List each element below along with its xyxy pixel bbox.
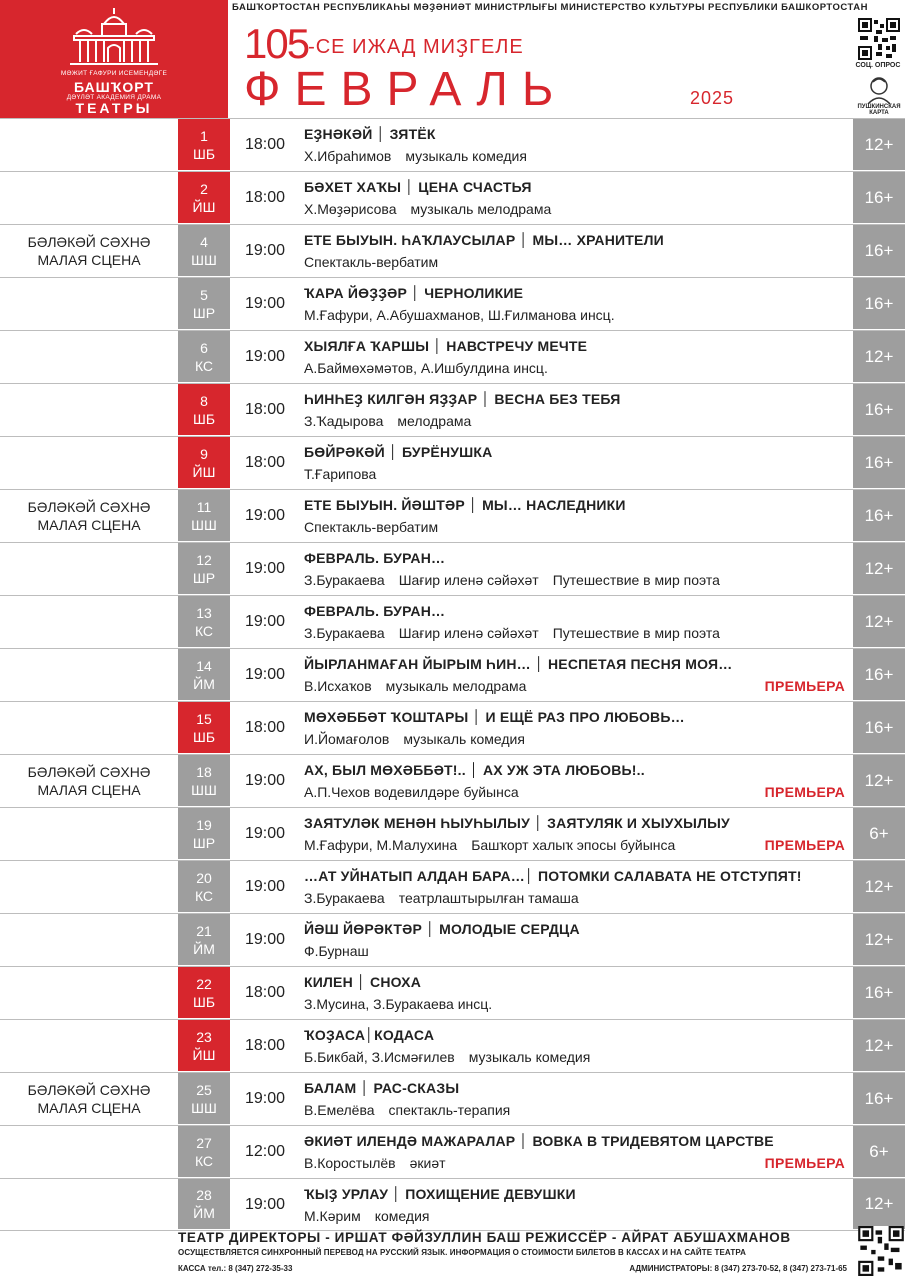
performance-details bbox=[304, 1049, 849, 1065]
performance-info: Путешествие в мир поэта bbox=[552, 625, 720, 641]
age-rating: 16+ bbox=[853, 384, 905, 436]
performance-info: театрлаштырылған тамаша bbox=[398, 890, 579, 906]
weekday-abbr: КС bbox=[194, 1152, 214, 1169]
weekday-abbr: ШБ bbox=[192, 728, 216, 745]
performance-info: Б.Бикбай, З.Исмәғилев bbox=[304, 1049, 455, 1065]
show-time: 19:00 bbox=[244, 242, 286, 259]
schedule-row bbox=[0, 1125, 905, 1178]
venue-cell bbox=[0, 596, 178, 648]
weekday-abbr: ШР bbox=[192, 834, 216, 851]
show-time: 19:00 bbox=[244, 931, 286, 948]
weekday-abbr: ЙШ bbox=[192, 198, 216, 215]
date-cell bbox=[178, 225, 230, 277]
age-rating: 6+ bbox=[853, 1126, 905, 1178]
venue-cell bbox=[0, 119, 178, 171]
show-time: 19:00 bbox=[244, 295, 286, 312]
show-time: 19:00 bbox=[244, 825, 286, 842]
venue-cell bbox=[0, 331, 178, 383]
weekday-abbr: ШБ bbox=[192, 410, 216, 427]
date-cell bbox=[178, 384, 230, 436]
year-label: 2025 bbox=[690, 88, 735, 108]
show-time: 18:00 bbox=[244, 454, 286, 471]
performance-title: …АТ УЙНАТЫП АЛДАН БАРА…│ ПОТОМКИ САЛАВАТА НЕ ОТСТУПЯТ! bbox=[304, 868, 802, 884]
schedule-row bbox=[0, 701, 905, 754]
weekday-abbr: ШШ bbox=[191, 781, 217, 798]
performance-info: Шағир иленә сәйәхәт bbox=[398, 625, 539, 641]
performance-info: М.Ғафури, А.Абушахманов, Ш.Ғилманова инсц. bbox=[304, 307, 615, 323]
date-cell bbox=[178, 861, 230, 913]
day-number: 20 bbox=[196, 869, 212, 886]
day-number: 27 bbox=[196, 1134, 212, 1151]
performance-title: ХЫЯЛҒА ҠАРШЫ │ НАВСТРЕЧУ МЕЧТЕ bbox=[304, 338, 588, 354]
show-time: 19:00 bbox=[244, 772, 286, 789]
venue-cell bbox=[0, 702, 178, 754]
venue-cell bbox=[0, 490, 178, 542]
day-number: 18 bbox=[196, 763, 212, 780]
performance-details bbox=[304, 307, 849, 323]
performance-info: З.Буракаева bbox=[304, 625, 385, 641]
show-time: 19:00 bbox=[244, 507, 286, 524]
performance-info: М.Кәрим bbox=[304, 1208, 361, 1224]
weekday-abbr: ШБ bbox=[192, 993, 216, 1010]
anniversary-number: 105 bbox=[244, 20, 309, 67]
schedule-row bbox=[0, 489, 905, 542]
logo-name: БАШҠОРТ bbox=[74, 79, 154, 95]
day-number: 22 bbox=[196, 975, 212, 992]
performance-details bbox=[304, 943, 849, 959]
performance-title: АХ, БЫЛ МӨХӘББӘТ!.. │ АХ УЖ ЭТА ЛЮБОВЬ!.. bbox=[304, 762, 645, 778]
performance-details bbox=[304, 1208, 849, 1224]
date-cell bbox=[178, 967, 230, 1019]
venue-cell bbox=[0, 172, 178, 224]
weekday-abbr: КС bbox=[194, 887, 214, 904]
age-rating: 12+ bbox=[853, 914, 905, 966]
performance-info: мелодрама bbox=[397, 413, 472, 429]
performance-title: БӨЙРӘКӘЙ │ БУРЁНУШКА bbox=[304, 444, 493, 460]
performance-title: МӨХӘББӘТ ҠОШТАРЫ │ И ЕЩЁ РАЗ ПРО ЛЮБОВЬ… bbox=[304, 709, 685, 725]
premiere-badge: ПРЕМЬЕРА bbox=[764, 784, 845, 800]
day-number: 11 bbox=[196, 498, 212, 515]
schedule-row bbox=[0, 595, 905, 648]
venue-cell bbox=[0, 649, 178, 701]
weekday-abbr: ШР bbox=[192, 304, 216, 321]
show-time: 19:00 bbox=[244, 1195, 286, 1213]
venue-cell bbox=[0, 384, 178, 436]
schedule-row bbox=[0, 224, 905, 277]
performance-info: Х.Ибраһимов bbox=[304, 148, 392, 164]
date-cell bbox=[178, 702, 230, 754]
show-time: 18:00 bbox=[244, 984, 286, 1001]
venue-cell bbox=[0, 1179, 178, 1230]
schedule-row bbox=[0, 648, 905, 701]
survey-qr-caption: СОЦ. ОПРОС bbox=[855, 62, 901, 69]
day-number: 9 bbox=[200, 445, 208, 462]
schedule-row bbox=[0, 966, 905, 1019]
age-rating: 12+ bbox=[853, 1179, 905, 1230]
performance-details bbox=[304, 996, 849, 1012]
date-cell bbox=[178, 1179, 230, 1230]
day-number: 13 bbox=[196, 604, 212, 621]
weekday-abbr: ЙМ bbox=[193, 940, 215, 957]
performance-info: музыкаль комедия bbox=[405, 148, 527, 164]
performance-title: ҠАРА ЙӨҘҘӘР │ ЧЕРНОЛИКИЕ bbox=[304, 285, 524, 301]
show-time: 19:00 bbox=[244, 1090, 286, 1107]
show-time: 18:00 bbox=[244, 189, 286, 206]
schedule-row bbox=[0, 913, 905, 966]
performance-info: музыкаль комедия bbox=[403, 731, 525, 747]
survey-qr-icon[interactable] bbox=[858, 18, 900, 60]
performance-info: спектакль-терапия bbox=[388, 1102, 511, 1118]
date-cell bbox=[178, 1073, 230, 1125]
directors-line: ТЕАТР ДИРЕКТОРЫ - ИРШАТ ФӘЙЗУЛЛИН БАШ РЕЖИССЁР - АЙРАТ АБУШАХМАНОВ bbox=[178, 1230, 791, 1245]
weekday-abbr: КС bbox=[194, 357, 214, 374]
weekday-abbr: ШШ bbox=[191, 251, 217, 268]
schedule-row bbox=[0, 860, 905, 913]
performance-info: Спектакль-вербатим bbox=[304, 519, 439, 535]
performance-info: Т.Ғарипова bbox=[304, 466, 377, 482]
age-rating: 12+ bbox=[853, 755, 905, 807]
weekday-abbr: ЙМ bbox=[193, 675, 215, 692]
performance-title: ЕТЕ БЫУЫН. ҺАҠЛАУСЫЛАР │ МЫ… ХРАНИТЕЛИ bbox=[304, 232, 664, 248]
venue-cell bbox=[0, 437, 178, 489]
age-rating: 6+ bbox=[853, 808, 905, 860]
performance-info: И.Йомағолов bbox=[304, 731, 390, 747]
age-rating: 16+ bbox=[853, 278, 905, 330]
performance-title: БАЛАМ │ РАС-СКАЗЫ bbox=[304, 1080, 460, 1096]
show-time: 18:00 bbox=[244, 1037, 286, 1054]
venue-name-ba: БӘЛӘКӘЙ СӘХНӘ bbox=[27, 499, 151, 515]
logo-subtitle-2: ДӘҮЛӘТ АКАДЕМИЯ ДРАМА bbox=[66, 94, 162, 101]
logo-subtitle: МӘЖИТ ҒАФУРИ ИСЕМЕНДӘГЕ bbox=[60, 70, 168, 77]
day-number: 1 bbox=[200, 127, 208, 144]
anniversary-text: -СЕ ИЖАД МИҘГЕЛЕ bbox=[308, 36, 524, 58]
age-rating: 16+ bbox=[853, 437, 905, 489]
performance-title: ФЕВРАЛЬ. БУРАН… bbox=[304, 550, 446, 566]
performance-info: М.Ғафури, М.Малухина bbox=[304, 837, 458, 853]
weekday-abbr: ШШ bbox=[191, 1099, 217, 1116]
age-rating: 12+ bbox=[853, 331, 905, 383]
schedule-row bbox=[0, 1072, 905, 1125]
pushkin-card-label: ПУШКИНСКАЯ КАРТА bbox=[857, 104, 901, 116]
venue-cell bbox=[0, 861, 178, 913]
schedule-row bbox=[0, 436, 905, 489]
box-office-phone: КАССА тел.: 8 (347) 272-35-33 bbox=[178, 1264, 293, 1273]
ministry-header: БАШҠОРТОСТАН РЕСПУБЛИКАҺЫ МӘҘӘНИӘТ МИНИСТРЛЫҒЫ МИНИСТЕРСТВО КУЛЬТУРЫ РЕСПУБЛИКИ БАШКОРТОСТАН bbox=[232, 2, 868, 13]
schedule-row bbox=[0, 807, 905, 860]
website-qr-icon[interactable] bbox=[858, 1226, 904, 1276]
date-cell bbox=[178, 119, 230, 171]
weekday-abbr: ШР bbox=[192, 569, 216, 586]
date-cell bbox=[178, 649, 230, 701]
venue-name-ba: БӘЛӘКӘЙ СӘХНӘ bbox=[27, 764, 151, 780]
schedule-row bbox=[0, 171, 905, 224]
performance-details bbox=[304, 254, 849, 270]
performance-info: В.Коростылёв bbox=[304, 1155, 396, 1171]
age-rating: 16+ bbox=[853, 967, 905, 1019]
performance-info: А.Баймөхәмәтов, А.Ишбулдина инсц. bbox=[304, 360, 548, 376]
day-number: 15 bbox=[196, 710, 212, 727]
show-time: 19:00 bbox=[244, 666, 286, 683]
venue-name-ba: БӘЛӘКӘЙ СӘХНӘ bbox=[27, 234, 151, 250]
schedule-row bbox=[0, 754, 905, 807]
performance-info: музыкаль мелодрама bbox=[385, 678, 527, 694]
schedule-row bbox=[0, 330, 905, 383]
day-number: 5 bbox=[200, 286, 208, 303]
performance-info: музыкаль комедия bbox=[468, 1049, 591, 1065]
performance-title: ЙЫРЛАНМАҒАН ЙЫРЫМ ҺИН… │ НЕСПЕТАЯ ПЕСНЯ МОЯ… bbox=[304, 656, 733, 672]
schedule-row bbox=[0, 118, 905, 171]
day-number: 23 bbox=[196, 1028, 212, 1045]
venue-cell bbox=[0, 278, 178, 330]
date-cell bbox=[178, 490, 230, 542]
date-cell bbox=[178, 808, 230, 860]
theatre-building-icon bbox=[66, 6, 162, 68]
venue-cell bbox=[0, 755, 178, 807]
performance-details bbox=[304, 201, 849, 217]
date-cell bbox=[178, 172, 230, 224]
age-rating: 12+ bbox=[853, 596, 905, 648]
performance-details bbox=[304, 890, 849, 906]
performance-title: ҠЫҘ УРЛАУ │ ПОХИЩЕНИЕ ДЕВУШКИ bbox=[304, 1186, 576, 1202]
performance-info: З.Мусина, З.Буракаева инсц. bbox=[304, 996, 493, 1012]
anniversary-heading bbox=[244, 20, 524, 66]
weekday-abbr: КС bbox=[194, 622, 214, 639]
schedule-row bbox=[0, 383, 905, 436]
schedule-row bbox=[0, 542, 905, 595]
performance-title: ӘКИӘТ ИЛЕНДӘ МАЖАРАЛАР │ ВОВКА В ТРИДЕВЯТОМ ЦАРСТВЕ bbox=[304, 1133, 774, 1149]
premiere-badge: ПРЕМЬЕРА bbox=[764, 678, 845, 694]
show-time: 18:00 bbox=[244, 719, 286, 736]
weekday-abbr: ШБ bbox=[192, 145, 216, 162]
performance-title: ЕТЕ БЫУЫН. ЙӘШТӘР │ МЫ… НАСЛЕДНИКИ bbox=[304, 497, 626, 513]
date-cell bbox=[178, 543, 230, 595]
weekday-abbr: ЙШ bbox=[192, 1046, 216, 1063]
performance-title: ҺИНҺЕҘ КИЛГӘН ЯҘҘАР │ ВЕСНА БЕЗ ТЕБЯ bbox=[304, 391, 621, 407]
premiere-badge: ПРЕМЬЕРА bbox=[764, 1155, 845, 1171]
performance-info: А.П.Чехов водевилдәре буйынса bbox=[304, 784, 519, 800]
day-number: 4 bbox=[200, 233, 208, 250]
day-number: 6 bbox=[200, 339, 208, 356]
show-time: 19:00 bbox=[244, 613, 286, 630]
day-number: 21 bbox=[196, 922, 212, 939]
performance-info: В.Емелёва bbox=[304, 1102, 375, 1118]
performance-info: музыкаль мелодрама bbox=[410, 201, 552, 217]
performance-info: Х.Мөҙәрисова bbox=[304, 201, 397, 217]
venue-cell bbox=[0, 1126, 178, 1178]
performance-details bbox=[304, 731, 849, 747]
performance-info: Спектакль-вербатим bbox=[304, 254, 439, 270]
weekday-abbr: ЙМ bbox=[193, 1205, 215, 1221]
show-time: 19:00 bbox=[244, 560, 286, 577]
age-rating: 12+ bbox=[853, 1020, 905, 1072]
performance-info: Шағир иленә сәйәхәт bbox=[398, 572, 539, 588]
logo-name-2: ТЕАТРЫ bbox=[75, 100, 153, 116]
translation-note: ОСУЩЕСТВЛЯЕТСЯ СИНХРОННЫЙ ПЕРЕВОД НА РУССКИЙ ЯЗЫК. ИНФОРМАЦИЯ О СТОИМОСТИ БИЛЕТОВ В КАССАХ И НА САЙТЕ ТЕАТРА bbox=[178, 1248, 746, 1257]
date-cell bbox=[178, 1020, 230, 1072]
performance-title: ҠОҘАСА│КОДАСА bbox=[304, 1027, 435, 1043]
day-number: 28 bbox=[196, 1187, 212, 1203]
age-rating: 16+ bbox=[853, 702, 905, 754]
venue-cell bbox=[0, 225, 178, 277]
performance-details bbox=[304, 466, 849, 482]
age-rating: 12+ bbox=[853, 543, 905, 595]
age-rating: 12+ bbox=[853, 119, 905, 171]
performance-details bbox=[304, 413, 849, 429]
venue-name-ba: БӘЛӘКӘЙ СӘХНӘ bbox=[27, 1082, 151, 1098]
performance-info: З.Буракаева bbox=[304, 572, 385, 588]
age-rating: 12+ bbox=[853, 861, 905, 913]
venue-name-ru: МАЛАЯ СЦЕНА bbox=[37, 1100, 141, 1116]
performance-title: ЗАЯТУЛӘК МЕНӘН ҺЫУҺЫЛЫУ │ ЗАЯТУЛЯК И ХЫУХЫЛЫУ bbox=[304, 815, 730, 831]
weekday-abbr: ШШ bbox=[191, 516, 217, 533]
performance-title: КИЛЕН │ СНОХА bbox=[304, 974, 422, 990]
venue-cell bbox=[0, 543, 178, 595]
venue-cell bbox=[0, 967, 178, 1019]
venue-cell bbox=[0, 1020, 178, 1072]
performance-details bbox=[304, 360, 849, 376]
performance-info: Путешествие в мир поэта bbox=[552, 572, 720, 588]
date-cell bbox=[178, 278, 230, 330]
performance-title: ЙӘШ ЙӨРӘКТӘР │ МОЛОДЫЕ СЕРДЦА bbox=[304, 921, 580, 937]
day-number: 12 bbox=[196, 551, 212, 568]
day-number: 25 bbox=[196, 1081, 212, 1098]
date-cell bbox=[178, 755, 230, 807]
date-cell bbox=[178, 437, 230, 489]
schedule-row bbox=[0, 277, 905, 330]
age-rating: 16+ bbox=[853, 172, 905, 224]
performance-details bbox=[304, 572, 849, 588]
premiere-badge: ПРЕМЬЕРА bbox=[764, 837, 845, 853]
venue-cell bbox=[0, 1073, 178, 1125]
venue-cell bbox=[0, 808, 178, 860]
day-number: 14 bbox=[196, 657, 212, 674]
performance-info: әкиәт bbox=[409, 1155, 446, 1171]
performance-title: БӘХЕТ ХАҠЫ │ ЦЕНА СЧАСТЬЯ bbox=[304, 179, 532, 195]
venue-name-ru: МАЛАЯ СЦЕНА bbox=[37, 517, 141, 533]
date-cell bbox=[178, 596, 230, 648]
show-time: 19:00 bbox=[244, 878, 286, 895]
show-time: 18:00 bbox=[244, 401, 286, 418]
venue-name-ru: МАЛАЯ СЦЕНА bbox=[37, 782, 141, 798]
show-time: 19:00 bbox=[244, 348, 286, 365]
day-number: 8 bbox=[200, 392, 208, 409]
performance-info: Ф.Бурнаш bbox=[304, 943, 369, 959]
show-time: 18:00 bbox=[244, 136, 286, 153]
performance-details bbox=[304, 1102, 849, 1118]
age-rating: 16+ bbox=[853, 225, 905, 277]
date-cell bbox=[178, 331, 230, 383]
date-cell bbox=[178, 1126, 230, 1178]
day-number: 19 bbox=[196, 816, 212, 833]
age-rating: 16+ bbox=[853, 649, 905, 701]
month-title: ФЕВРАЛЬ bbox=[244, 63, 568, 116]
schedule-row bbox=[0, 1178, 905, 1231]
performance-info: З.Ҡадырова bbox=[304, 413, 384, 429]
weekday-abbr: ЙШ bbox=[192, 463, 216, 480]
performance-info: Башҡорт халыҡ эпосы буйынса bbox=[471, 837, 676, 853]
day-number: 2 bbox=[200, 180, 208, 197]
venue-name-ru: МАЛАЯ СЦЕНА bbox=[37, 252, 141, 268]
age-rating: 16+ bbox=[853, 1073, 905, 1125]
date-cell bbox=[178, 914, 230, 966]
performance-info: В.Исхаҡов bbox=[304, 678, 372, 694]
performance-info: З.Буракаева bbox=[304, 890, 385, 906]
performance-details bbox=[304, 625, 849, 641]
theatre-logo bbox=[0, 0, 228, 118]
schedule-row bbox=[0, 1019, 905, 1072]
venue-cell bbox=[0, 914, 178, 966]
performance-title: ФЕВРАЛЬ. БУРАН… bbox=[304, 603, 446, 619]
age-rating: 16+ bbox=[853, 490, 905, 542]
performance-details bbox=[304, 519, 849, 535]
administrators-phones: АДМИНИСТРАТОРЫ: 8 (347) 273-70-52, 8 (347) 273-71-65 bbox=[629, 1264, 847, 1273]
performance-info: комедия bbox=[374, 1208, 430, 1224]
show-time: 12:00 bbox=[244, 1143, 286, 1160]
performance-title: ЕҘНӘКӘЙ │ ЗЯТЁК bbox=[304, 126, 436, 142]
performance-details bbox=[304, 148, 849, 164]
